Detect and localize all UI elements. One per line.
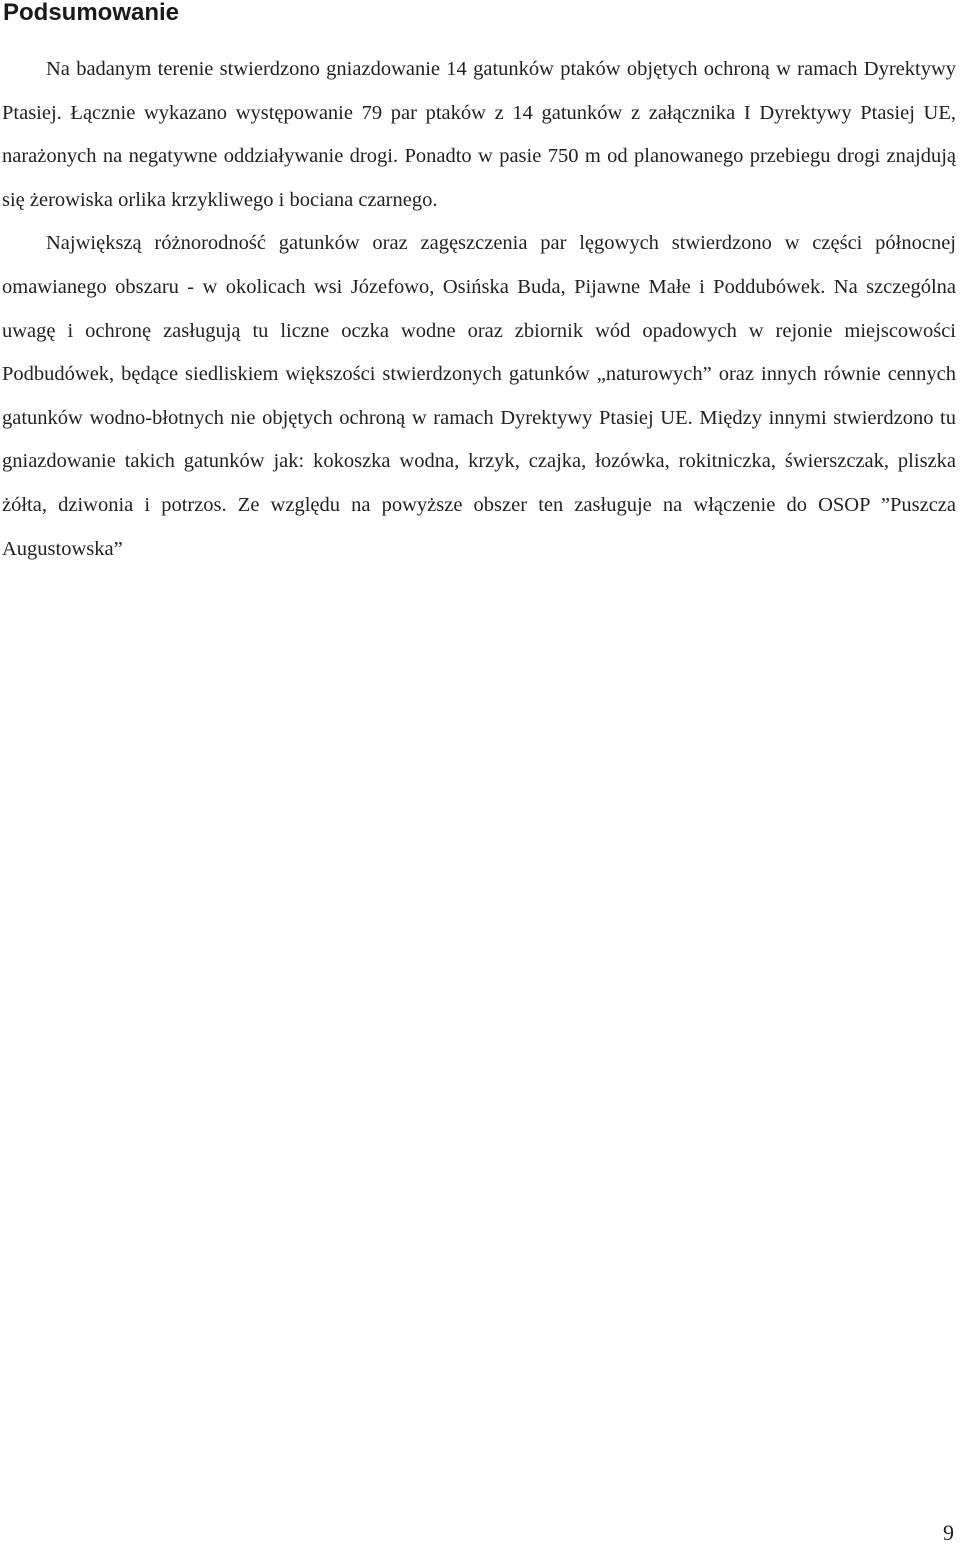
page-number: 9	[943, 1520, 954, 1545]
paragraph-2: Największą różnorodność gatunków oraz zagęszczenia par lęgowych stwierdzono w części północnej omawianego obszaru - w okolicach wsi Józefowo, Osińska Buda, Pijawne Małe i Poddubówek. Na szczególna uwagę i ochronę zasługują tu liczne oczka wodne oraz zbiornik wód opadowych w rejonie miejscowości Podbudówek, będące siedliskiem większości stwierdzonych gatunków „naturowych” oraz innych równie cennych gatunków wodno-błotnych nie objętych ochroną w ramach Dyrektywy Ptasiej UE. Między innymi stwierdzono tu gniazdowanie takich gatunków jak: kokoszka wodna, krzyk, czajka, łozówka, rokitniczka, świerszczak, pliszka żółta, dziwonia i potrzos. Ze względu na powyższe obszer ten zasługuje na włączenie do OSOP ”Puszcza Augustowska”	[2, 232, 956, 560]
section-heading: Podsumowanie	[3, 0, 180, 26]
summary-body	[2, 48, 956, 571]
paragraph-1: Na badanym terenie stwierdzono gniazdowanie 14 gatunków ptaków objętych ochroną w ramach Dyrektywy Ptasiej. Łącznie wykazano występowanie 79 par ptaków z 14 gatunków z załącznika I Dyrektywy Ptasiej UE, narażonych na negatywne oddziaływanie drogi. Ponadto w pasie 750 m od planowanego przebiegu drogi znajdują się żerowiska orlika krzykliwego i bociana czarnego.	[2, 58, 956, 211]
